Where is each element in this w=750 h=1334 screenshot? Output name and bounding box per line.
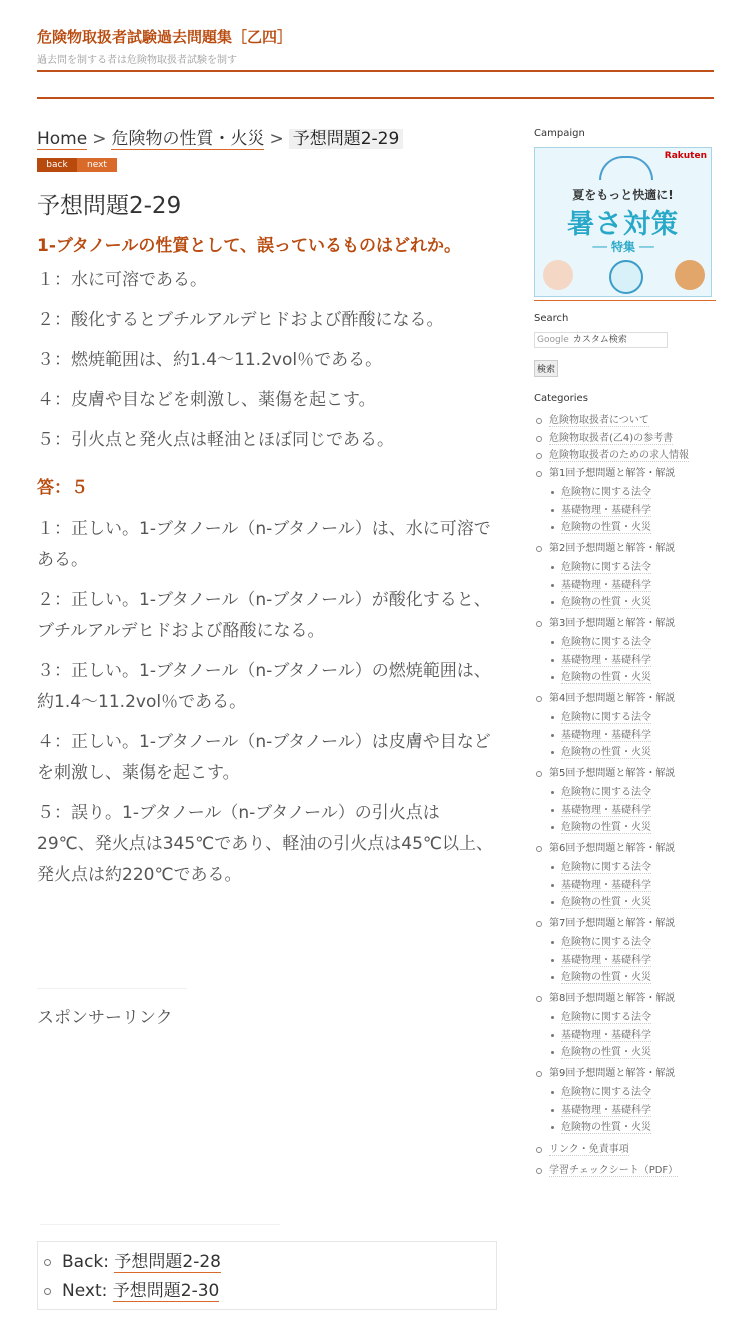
subcategory-link[interactable]: 基礎物理・基礎科学: [561, 879, 651, 891]
campaign-banner[interactable]: [534, 147, 712, 297]
category-item: [534, 1141, 716, 1159]
back-button[interactable]: back: [37, 158, 77, 172]
subcategory-link[interactable]: 危険物の性質・火災: [561, 1122, 651, 1133]
subcategory-item: [549, 802, 716, 820]
category-group-label: 第1回予想問題と解答・解説: [549, 467, 676, 479]
explanation-item: ４：正しい。1-ブタノール（n-ブタノール）は皮膚や目などを刺激し、薬傷を起こす。: [37, 732, 491, 783]
question-text: 1-ブタノールの性質として、誤っているものはどれか。: [37, 236, 461, 256]
category-link[interactable]: 危険物取扱者のための求人情報: [549, 450, 689, 461]
nav-divider: [37, 97, 714, 99]
category-item: [534, 447, 716, 465]
subcategory-link[interactable]: 危険物の性質・火災: [561, 972, 651, 983]
subcategory-item: [549, 652, 716, 670]
category-group-label: 第8回予想問題と解答・解説: [549, 992, 676, 1004]
subcategory-item: [549, 859, 716, 877]
category-group-label: 第9回予想問題と解答・解説: [549, 1067, 676, 1079]
category-list: [534, 412, 716, 1180]
person-illustration: [543, 260, 573, 290]
main-content: [37, 126, 497, 900]
subcategory-item: [549, 1119, 716, 1137]
explanation-list: [37, 514, 497, 891]
subcategory-link[interactable]: 基礎物理・基礎科学: [561, 729, 651, 741]
next-button[interactable]: next: [77, 158, 117, 172]
subcategory-item: [549, 484, 716, 502]
breadcrumb-separator: >: [269, 129, 284, 149]
sponsor-label: スポンサーリンク: [37, 1008, 173, 1028]
subcategory-link[interactable]: 危険物の性質・火災: [561, 897, 651, 908]
dog-illustration: [675, 260, 705, 290]
sun-icon: [599, 156, 653, 180]
subcategory-link[interactable]: 基礎物理・基礎科学: [561, 1104, 651, 1116]
banner-subtitle: ── 特集 ──: [592, 240, 654, 254]
category-group: [534, 990, 716, 1062]
subcategory-link[interactable]: 危険物の性質・火災: [561, 1047, 651, 1058]
explanation-item: ２：正しい。1-ブタノール（n-ブタノール）が酸化すると、ブチルアルデヒドおよび酪酸になる。: [37, 590, 491, 641]
subcategory-link[interactable]: 基礎物理・基礎科学: [561, 579, 651, 591]
subcategory-link[interactable]: 危険物の性質・火災: [561, 822, 651, 833]
sidebar-divider: [534, 300, 716, 301]
categories-heading: Categories: [534, 393, 588, 404]
breadcrumb-separator: >: [92, 129, 107, 149]
next-post-link[interactable]: 予想問題2-30: [112, 1281, 220, 1301]
subcategory-item: [549, 634, 716, 652]
category-group: [534, 1065, 716, 1137]
subcategory-item: [549, 1009, 716, 1027]
category-link[interactable]: 危険物取扱者(乙4)の参考書: [549, 432, 674, 444]
campaign-heading: Campaign: [534, 128, 585, 139]
header-divider: [37, 70, 714, 72]
subcategory-item: [549, 577, 716, 595]
subcategory-item: [549, 502, 716, 520]
category-group: [534, 840, 716, 912]
category-link[interactable]: 危険物取扱者について: [549, 415, 649, 426]
search-input[interactable]: [534, 332, 668, 348]
divider: [37, 988, 187, 989]
subcategory-link[interactable]: 危険物に関する法令: [561, 637, 651, 648]
subcategory-item: [549, 1044, 716, 1062]
category-group-label: 第6回予想問題と解答・解説: [549, 842, 676, 854]
subcategory-item: [549, 969, 716, 987]
subcategory-link[interactable]: 危険物の性質・火災: [561, 747, 651, 758]
category-group: [534, 540, 716, 612]
subcategory-item: [549, 877, 716, 895]
next-label: Next:: [62, 1281, 108, 1301]
breadcrumb-home-link[interactable]: Home: [37, 129, 88, 149]
bear-illustration: [609, 260, 643, 294]
subcategory-link[interactable]: 危険物に関する法令: [561, 1012, 651, 1023]
site-title[interactable]: 危険物取扱者試験過去問題集［乙四］: [37, 28, 293, 46]
post-navigation: [37, 1241, 497, 1310]
category-item: [534, 430, 716, 448]
option-item: ４：皮膚や目などを刺激し、薬傷を起こす。: [37, 390, 376, 410]
subcategory-link[interactable]: 基礎物理・基礎科学: [561, 654, 651, 666]
option-list: [37, 268, 497, 452]
subcategory-item: [549, 934, 716, 952]
subcategory-link[interactable]: 危険物に関する法令: [561, 862, 651, 873]
subcategory-link[interactable]: 基礎物理・基礎科学: [561, 804, 651, 816]
subcategory-link[interactable]: 危険物に関する法令: [561, 712, 651, 723]
subcategory-link[interactable]: 危険物に関する法令: [561, 487, 651, 498]
explanation-item: ５：誤り。1-ブタノール（n-ブタノール）の引火点は29℃、発火点は345℃であり、軽油の引火点は45℃以上、発火点は約220℃である。: [37, 803, 493, 885]
search-placeholder: カスタム検索: [572, 335, 627, 345]
sidebar: [534, 128, 716, 1180]
subcategory-item: [549, 952, 716, 970]
banner-tagline: 夏をもっと快適に!: [572, 188, 674, 202]
subcategory-link[interactable]: 危険物に関する法令: [561, 937, 651, 948]
next-post-item: [38, 1277, 496, 1306]
subcategory-link[interactable]: 基礎物理・基礎科学: [561, 954, 651, 966]
option-item: １：水に可溶である。: [37, 270, 207, 290]
page-title: 予想問題2-29: [37, 193, 182, 219]
rakuten-logo: Rakuten: [664, 151, 707, 161]
breadcrumb-current: 予想問題2-29: [289, 129, 404, 149]
subcategory-item: [549, 1102, 716, 1120]
category-item: [534, 412, 716, 430]
subcategory-link[interactable]: 危険物の性質・火災: [561, 522, 651, 533]
category-group: [534, 465, 716, 537]
category-group-label: 第2回予想問題と解答・解説: [549, 542, 676, 554]
category-group: [534, 690, 716, 762]
explanation-item: ３：正しい。1-ブタノール（n-ブタノール）の燃焼範囲は、約1.4～11.2vol％である。: [37, 661, 491, 712]
subcategory-item: [549, 894, 716, 912]
subcategory-item: [549, 559, 716, 577]
subcategory-link[interactable]: 基礎物理・基礎科学: [561, 504, 651, 516]
breadcrumb-category-link[interactable]: 危険物の性質・火災: [111, 129, 265, 149]
subcategory-item: [549, 744, 716, 762]
subcategory-item: [549, 594, 716, 612]
pager: [37, 158, 497, 172]
subcategory-link[interactable]: 危険物に関する法令: [561, 1087, 651, 1098]
subcategory-item: [549, 1027, 716, 1045]
option-item: ５：引火点と発火点は軽油とほぼ同じである。: [37, 430, 394, 450]
subcategory-link[interactable]: 危険物に関する法令: [561, 787, 651, 798]
prev-post-item: [38, 1248, 496, 1277]
subcategory-item: [549, 709, 716, 727]
subcategory-link[interactable]: 危険物に関する法令: [561, 562, 651, 573]
prev-label: Back:: [62, 1252, 109, 1272]
checksheet-pdf-link[interactable]: 学習チェックシート（PDF）: [549, 1165, 679, 1176]
subcategory-link[interactable]: 危険物の性質・火災: [561, 672, 651, 683]
google-label: Google: [537, 335, 569, 345]
subcategory-link[interactable]: 基礎物理・基礎科学: [561, 1029, 651, 1041]
category-group-label: 第5回予想問題と解答・解説: [549, 767, 676, 779]
category-group: [534, 915, 716, 987]
category-group: [534, 615, 716, 687]
subcategory-link[interactable]: 危険物の性質・火災: [561, 597, 651, 608]
prev-post-link[interactable]: 予想問題2-28: [114, 1252, 221, 1272]
explanation-item: １：正しい。1-ブタノール（n-ブタノール）は、水に可溶である。: [37, 519, 491, 570]
subcategory-item: [549, 1084, 716, 1102]
category-group-label: 第4回予想問題と解答・解説: [549, 692, 676, 704]
search-heading: Search: [534, 313, 569, 324]
category-group: [534, 765, 716, 837]
category-group-label: 第3回予想問題と解答・解説: [549, 617, 676, 629]
divider: [40, 1224, 280, 1225]
subcategory-item: [549, 727, 716, 745]
subcategory-item: [549, 784, 716, 802]
subcategory-item: [549, 669, 716, 687]
search-button[interactable]: 検索: [534, 360, 558, 377]
site-description: 過去問を制する者は危険物取扱者試験を制す: [37, 55, 237, 66]
category-item: [534, 1162, 716, 1180]
links-disclaimer-link[interactable]: リンク・免責事項: [549, 1143, 629, 1155]
answer-text: 答：５: [37, 478, 88, 498]
breadcrumb: [37, 126, 497, 152]
subcategory-item: [549, 519, 716, 537]
subcategory-item: [549, 819, 716, 837]
banner-title: 暑さ対策: [567, 209, 679, 240]
option-item: ２：酸化するとブチルアルデヒドおよび酢酸になる。: [37, 310, 444, 330]
option-item: ３：燃焼範囲は、約1.4～11.2vol％である。: [37, 350, 383, 370]
category-group-label: 第7回予想問題と解答・解説: [549, 917, 676, 929]
